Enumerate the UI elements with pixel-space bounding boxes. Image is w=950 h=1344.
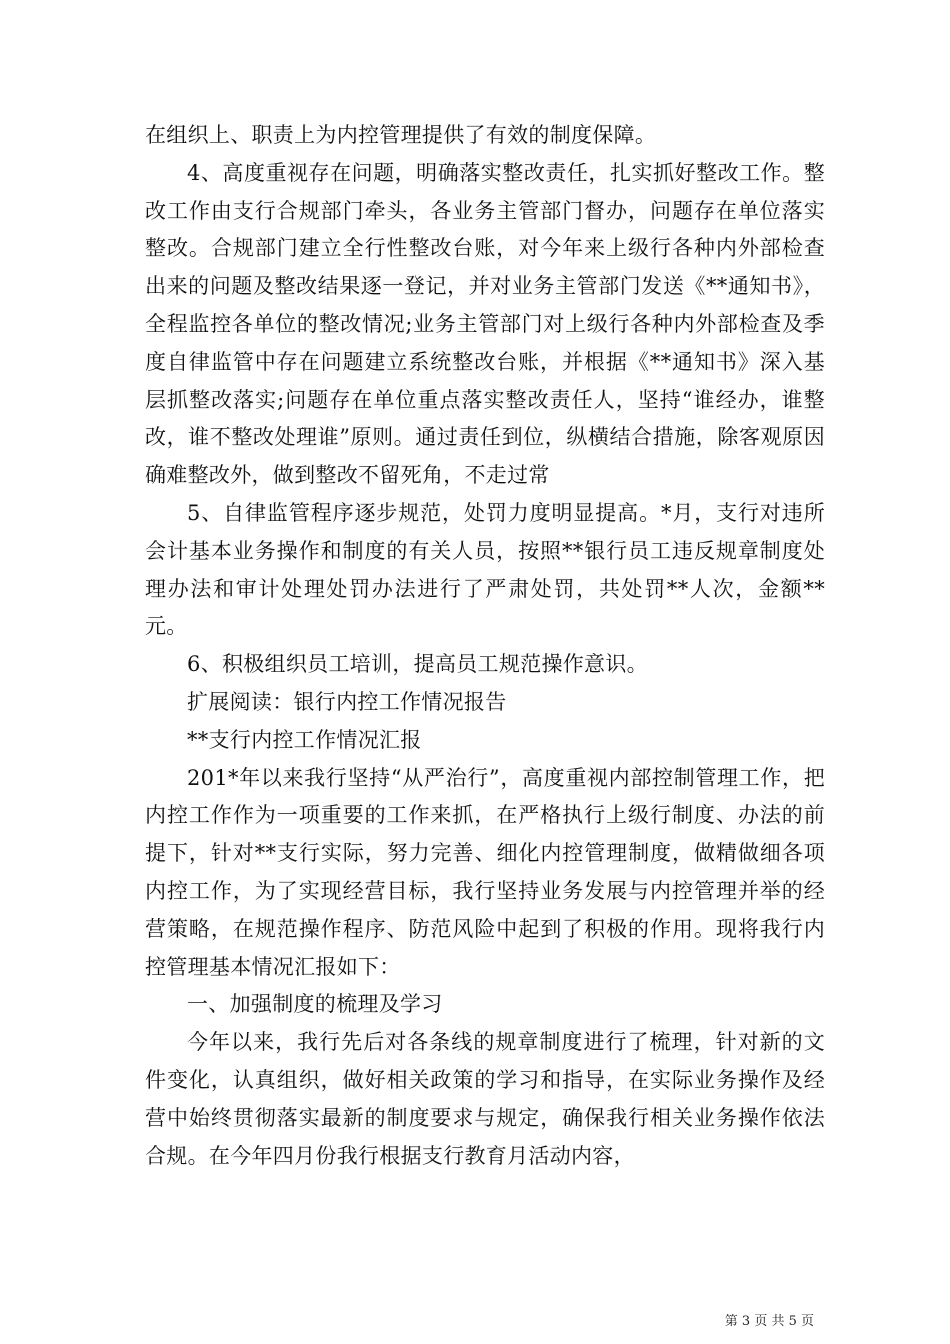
- report-title: **支行内控工作情况汇报: [187, 727, 422, 752]
- paragraph-item-6: 6、积极组织员工培训，提高员工规范操作意识。: [187, 652, 648, 677]
- paragraph-section-1: 今年以来，我行先后对各条线的规章制度进行了梳理，针对新的文件变化，认真组织，做好相关政策的学习和指导，在实际业务操作及经营中始终贯彻落实最新的制度要求与规定，确保我行相关业务操作依法合规。在今年四月份我行根据支行教育月活动内容，: [145, 1030, 825, 1168]
- paragraph-item-5: 5、自律监管程序逐步规范，处罚力度明显提高。*月，支行对违所会计基本业务操作和制度的有关人员，按照**银行员工违反规章制度处理办法和审计处理处罚办法进行了严肃处罚，共处罚**人次，金额**元。: [145, 500, 825, 639]
- section-heading-1: 一、加强制度的梳理及学习: [187, 992, 443, 1017]
- page-number-footer: 第 3 页 共 5 页: [724, 1314, 814, 1329]
- extended-reading-heading: 扩展阅读：银行内控工作情况报告: [187, 689, 507, 714]
- document-body: [145, 117, 825, 1175]
- paragraph-intro: 201*年以来我行坚持“从严治行”，高度重视内部控制管理工作，把内控工作作为一项重要的工作来抓，在严格执行上级行制度、办法的前提下，针对**支行实际，努力完善、细化内控管理制度，做精做细各项内控工作，为了实现经营目标，我行坚持业务发展与内控管理并举的经营策略，在规范操作程序、防范风险中起到了积极的作用。现将我行内控管理基本情况汇报如下：: [145, 765, 825, 979]
- paragraph-continuation: 在组织上、职责上为内控管理提供了有效的制度保障。: [145, 123, 657, 147]
- paragraph-item-4: 4、高度重视存在问题，明确落实整改责任，扎实抓好整改工作。整改工作由支行合规部门牵头，各业务主管部门督办，问题存在单位落实整改。合规部门建立全行性整改台账，对今年来上级行各种内外部检查出来的问题及整改结果逐一登记，并对业务主管部门发送《**通知书》，全程监控各单位的整改情况;业务主管部门对上级行各种内外部检查及季度自律监管中存在问题建立系统整改台账，并根据《**通知书》深入基层抓整改落实;问题存在单位重点落实整改责任人，坚持“谁经办，谁整改，谁不整改处理谁”原则。通过责任到位，纵横结合措施，除客观原因确难整改外，做到整改不留死角，不走过常: [145, 160, 825, 488]
